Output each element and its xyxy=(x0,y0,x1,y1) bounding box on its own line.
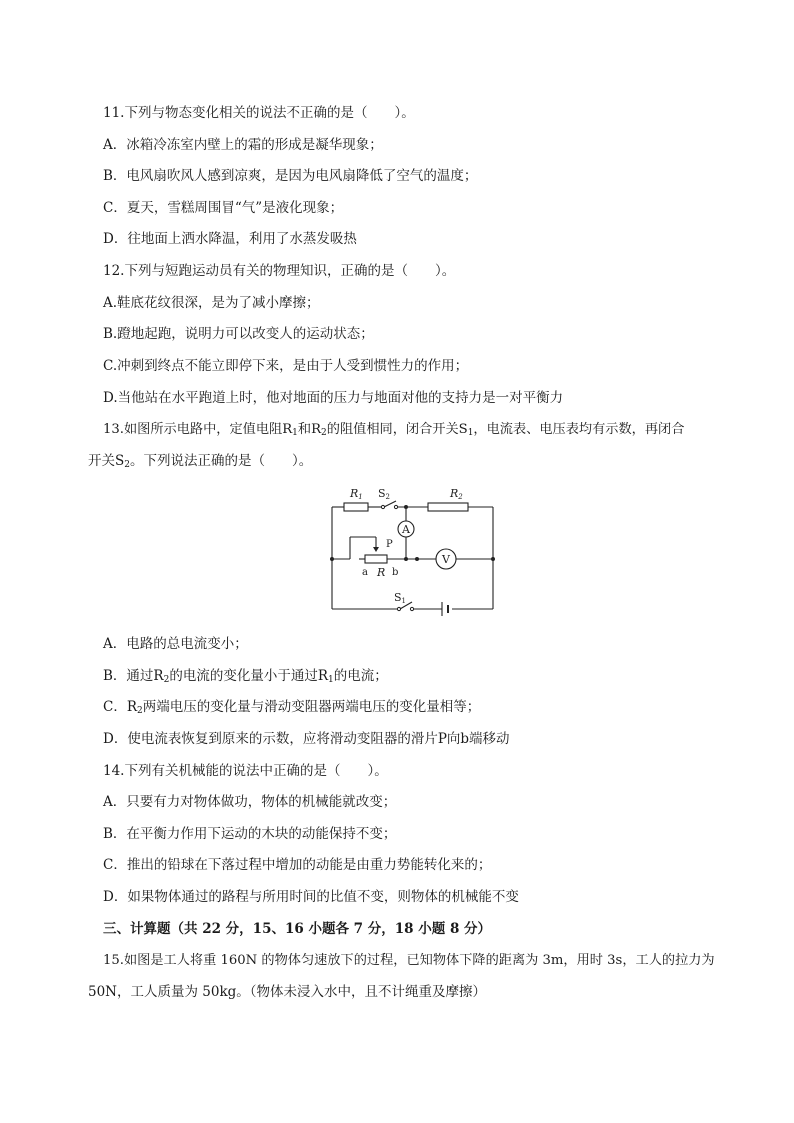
q11-option-c: C．夏天，雪糕周围冒“气”是液化现象； xyxy=(103,200,344,216)
q13-option-d: D．使电流表恢复到原来的示数，应将滑动变阻器的滑片P向b端移动 xyxy=(103,731,510,747)
resistor-r1 xyxy=(344,503,368,511)
slider-p-label: P xyxy=(386,539,393,550)
q12-option-c: C.冲刺到终点不能立即停下来，是由于人受到惯性力的作用； xyxy=(103,358,469,374)
q14-option-b: B．在平衡力作用下运动的木块的动能保持不变； xyxy=(103,826,397,842)
q13-stem-line2: 开关$S_2$。下列说法正确的是（ ）。 xyxy=(88,453,313,470)
terminal-b-label: b xyxy=(392,567,399,578)
slider-p-arrow xyxy=(373,547,379,552)
terminal-a-label: a xyxy=(362,567,368,578)
q14-option-c: C．推出的铅球在下落过程中增加的动能是由重力势能转化来的； xyxy=(103,857,492,873)
q15-line2: 50N，工人质量为 50kg。（物体未浸入水中，且不计绳重及摩擦） xyxy=(88,984,487,1000)
q13-option-b: B．通过$R_2$的电流的变化量小于通过$R_1$的电流； xyxy=(103,668,388,685)
q12-option-d: D.当他站在水平跑道上时，他对地面的压力与地面对他的支持力是一对平衡力 xyxy=(103,390,564,406)
q11-stem: 11.下列与物态变化相关的说法不正确的是（ ）。 xyxy=(103,105,415,121)
q12-option-a: A.鞋底花纹很深，是为了减小摩擦； xyxy=(103,295,320,311)
ammeter-label: A xyxy=(402,523,410,536)
battery-icon xyxy=(442,602,448,616)
q13-stem-line1: 13.如图所示电路中，定值电阻$R_1$和$R_2$的阻值相同，闭合开关$S_1$，电流表、电压表均有示数，再闭合 xyxy=(103,422,685,438)
rheostat-r xyxy=(365,555,387,563)
q12-stem: 12.下列与短跑运动员有关的物理知识，正确的是（ ）。 xyxy=(103,263,456,279)
q13-option-c: C．$R_2$两端电压的变化量与滑动变阻器两端电压的变化量相等； xyxy=(103,699,481,716)
q12-option-b: B.蹬地起跑，说明力可以改变人的运动状态； xyxy=(103,326,374,342)
q14-option-d: D．如果物体通过的路程与所用时间的比值不变，则物体的机械能不变 xyxy=(103,889,519,905)
switch-s2 xyxy=(381,501,397,509)
r1-label: R1 xyxy=(350,487,363,501)
resistor-r2 xyxy=(428,503,468,511)
s1-label: S1 xyxy=(394,591,407,605)
section-3-heading: 三、计算题（共 22 分，15、16 小题各 7 分，18 小题 8 分） xyxy=(103,921,492,937)
s2-label: S2 xyxy=(378,487,391,501)
q11-option-a: A．冰箱冷冻室内壁上的霜的形成是凝华现象； xyxy=(103,137,383,153)
q13-option-a: A．电路的总电流变小； xyxy=(103,636,248,652)
rheostat-label: R xyxy=(377,566,386,579)
q14-stem: 14.下列有关机械能的说法中正确的是（ ）。 xyxy=(103,763,388,779)
q15-line1: 15.如图是工人将重 160N 的物体匀速放下的过程，已知物体下降的距离为 3m，用时 3s，工人的拉力为 xyxy=(103,953,715,968)
voltmeter-label: V xyxy=(442,553,450,566)
r2-label: R2 xyxy=(450,487,463,501)
circuit-diagram xyxy=(322,483,500,619)
q11-option-d: D．往地面上洒水降温，利用了水蒸发吸热 xyxy=(103,231,357,247)
q11-option-b: B．电风扇吹风人感到凉爽，是因为电风扇降低了空气的温度； xyxy=(103,168,478,184)
q14-option-a: A．只要有力对物体做功，物体的机械能就改变； xyxy=(103,794,397,810)
